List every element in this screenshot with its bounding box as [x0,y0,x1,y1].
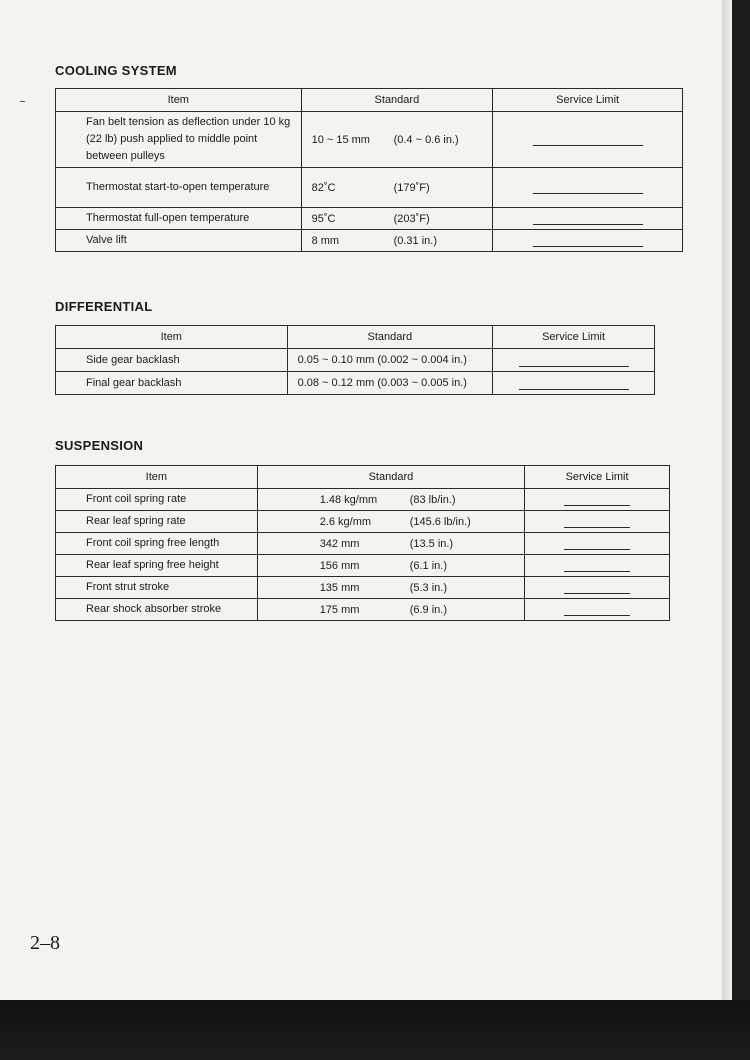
standard-metric: 8 mm [311,234,340,247]
table-row [56,489,670,511]
page-number: 2–8 [30,932,60,954]
row-item: Final gear backlash [56,372,288,395]
row-standard [257,599,524,621]
blank-line [533,246,643,247]
standard-metric: 175 mm [319,603,360,616]
row-service-limit [525,599,670,621]
suspension-section-title: SUSPENSION [55,438,144,453]
table-row [56,349,655,372]
row-standard [301,208,493,230]
blank-line [564,549,630,550]
table-header-row [56,326,655,349]
row-standard [301,230,493,252]
row-standard [257,489,524,511]
blank-line [564,527,630,528]
standard-imperial: (13.5 in.) [409,537,454,550]
row-standard [257,577,524,599]
standard-metric: 2.6 kg/mm [319,515,372,528]
row-service-limit [493,208,683,230]
row-service-limit [525,489,670,511]
margin-mark [20,101,25,102]
standard-metric: 342 mm [319,537,360,550]
standard-imperial: (0.4 ~ 0.6 in.) [393,133,459,146]
row-item: Rear leaf spring free height [56,555,258,577]
table-header-row [56,466,670,489]
standard-imperial: (0.31 in.) [393,234,437,247]
header-item: Item [56,326,288,349]
header-service-limit: Service Limit [525,466,670,489]
blank-line [533,193,643,194]
standard-imperial: (6.1 in.) [409,559,447,572]
table-header-row [56,89,683,112]
standard-value: 0.05 ~ 0.10 mm (0.002 ~ 0.004 in.) [297,354,467,366]
row-item: Front coil spring rate [56,489,258,511]
row-service-limit [525,511,670,533]
row-item: Fan belt tension as deflection under 10 kg (22 lb) push applied to middle point between pulleys [56,112,302,168]
row-standard [301,112,493,168]
row-standard [287,372,493,395]
standard-imperial: (203˚F) [393,212,430,225]
standard-imperial: (6.9 in.) [409,603,447,616]
row-service-limit [493,168,683,208]
standard-imperial: (179˚F) [393,181,430,194]
blank-line [519,389,629,390]
blank-line [564,505,630,506]
row-service-limit [525,577,670,599]
header-item: Item [56,466,258,489]
row-item: Rear leaf spring rate [56,511,258,533]
table-row [56,599,670,621]
table-row [56,112,683,168]
blank-line [533,145,643,146]
differential-table [55,325,655,395]
blank-line [533,224,643,225]
row-standard [257,555,524,577]
row-service-limit [493,349,655,372]
table-row [56,511,670,533]
row-item: Thermostat start-to-open temperature [56,168,302,208]
table-row [56,168,683,208]
standard-value: 0.08 ~ 0.12 mm (0.003 ~ 0.005 in.) [297,377,467,389]
row-service-limit [493,372,655,395]
row-item: Side gear backlash [56,349,288,372]
page-edge [722,0,732,1000]
row-standard [301,168,493,208]
row-item: Valve lift [56,230,302,252]
table-row [56,208,683,230]
suspension-table [55,465,670,621]
standard-metric: 135 mm [319,581,360,594]
blank-line [564,615,630,616]
header-standard: Standard [257,466,524,489]
header-service-limit: Service Limit [493,89,683,112]
row-service-limit [525,533,670,555]
scan-background [0,1000,750,1060]
blank-line [519,366,629,367]
table-row [56,533,670,555]
standard-imperial: (5.3 in.) [409,581,447,594]
row-item: Thermostat full-open temperature [56,208,302,230]
row-standard [287,349,493,372]
row-service-limit [525,555,670,577]
table-row [56,230,683,252]
header-standard: Standard [287,326,493,349]
differential-section-title: DIFFERENTIAL [55,299,153,314]
cooling-section-title: COOLING SYSTEM [55,63,177,78]
row-service-limit [493,112,683,168]
row-service-limit [493,230,683,252]
row-item: Front coil spring free length [56,533,258,555]
blank-line [564,593,630,594]
standard-metric: 10 ~ 15 mm [311,133,370,146]
standard-metric: 95˚C [311,212,336,225]
header-item: Item [56,89,302,112]
header-standard: Standard [301,89,493,112]
table-row [56,555,670,577]
standard-metric: 156 mm [319,559,360,572]
standard-metric: 82˚C [311,181,336,194]
cooling-table [55,88,683,252]
table-row [56,372,655,395]
standard-metric: 1.48 kg/mm [319,493,378,506]
row-item: Rear shock absorber stroke [56,599,258,621]
header-service-limit: Service Limit [493,326,655,349]
row-item: Front strut stroke [56,577,258,599]
standard-imperial: (145.6 lb/in.) [409,515,471,528]
row-standard [257,511,524,533]
blank-line [564,571,630,572]
table-row [56,577,670,599]
standard-imperial: (83 lb/in.) [409,493,456,506]
row-standard [257,533,524,555]
